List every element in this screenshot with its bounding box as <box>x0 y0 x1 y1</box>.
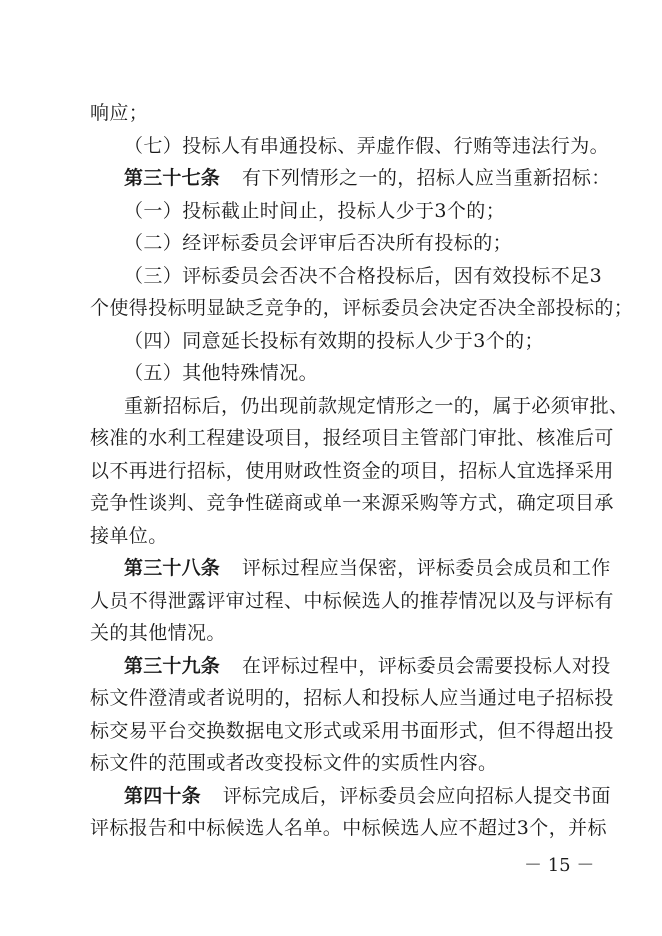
text-line: 竞争性谈判、竞争性磋商或单一来源采购等方式，确定项目承 <box>90 492 614 514</box>
text-line: （二）经评标委员会评审后否决所有投标的； <box>124 232 513 254</box>
text-line: 个使得投标明显缺乏竞争的，评标委员会决定否决全部投标的； <box>90 297 634 319</box>
article-heading: 第三十九条 <box>124 655 221 677</box>
page-number: － 15 － <box>524 855 595 876</box>
article-heading: 第三十八条 <box>124 557 221 579</box>
text-line: 以不再进行招标，使用财政性资金的项目，招标人宜选择采用 <box>90 460 614 482</box>
article-38 <box>124 556 611 580</box>
text-line: （三）评标委员会否决不合格投标后，因有效投标不足3 <box>124 265 603 287</box>
text-line: 标交易平台交换数据电文形式或采用书面形式，但不得超出投 <box>90 720 614 742</box>
text-line: （七）投标人有串通投标、弄虚作假、行贿等违法行为。 <box>124 135 610 157</box>
text-line: （四）同意延长投标有效期的投标人少于3个的； <box>124 330 544 352</box>
article-text: 在评标过程中，评标委员会需要投标人对投 <box>242 655 611 677</box>
article-37 <box>124 166 611 190</box>
article-heading: 第三十七条 <box>124 167 221 189</box>
text-line: （一）投标截止时间止，投标人少于3个的； <box>124 200 506 222</box>
article-text: 评标完成后，评标委员会应向招标人提交书面 <box>222 785 611 807</box>
text-line: 核准的水利工程建设项目，报经项目主管部门审批、核准后可 <box>90 427 614 449</box>
article-40 <box>124 784 611 808</box>
article-text: 有下列情形之一的，招标人应当重新招标： <box>242 167 611 189</box>
text-line: 关的其他情况。 <box>90 622 226 644</box>
text-line: 标文件的范围或者改变投标文件的实质性内容。 <box>90 752 498 774</box>
text-line: 重新招标后，仍出现前款规定情形之一的，属于必须审批、 <box>124 395 629 417</box>
text-line: 标文件澄清或者说明的，招标人和投标人应当通过电子招标投 <box>90 687 614 709</box>
text-line: 响应； <box>90 102 149 124</box>
text-line: 人员不得泄露评审过程、中标候选人的推荐情况以及与评标有 <box>90 590 614 612</box>
text-line: 评标报告和中标候选人名单。中标候选人应不超过3个，并标 <box>90 817 607 839</box>
article-text: 评标过程应当保密，评标委员会成员和工作 <box>242 557 611 579</box>
text-line: 接单位。 <box>90 525 168 547</box>
article-heading: 第四十条 <box>124 785 201 807</box>
article-39 <box>124 654 611 678</box>
text-line: （五）其他特殊情况。 <box>124 362 319 384</box>
